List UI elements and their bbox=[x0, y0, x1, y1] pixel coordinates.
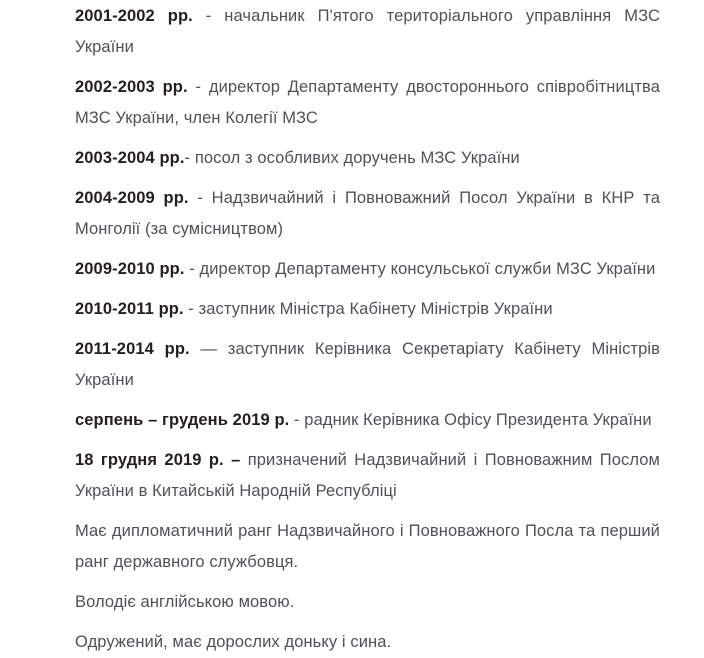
bio-entry-2011-2014 bbox=[75, 334, 660, 396]
bio-entry-period: 2004-2009 рр. bbox=[75, 189, 189, 207]
bio-entry-text: — заступник Керівника Секретаріату Кабінету Міністрів України bbox=[75, 340, 660, 389]
bio-entry-2003-2004 bbox=[75, 143, 660, 174]
bio-entry-period: серпень – грудень 2019 р. bbox=[75, 411, 290, 429]
bio-entry-text: - Надзвичайний і Повноважний Посол України в КНР та Монголії (за сумісництвом) bbox=[75, 189, 660, 238]
bio-entry-2001-2002 bbox=[75, 1, 660, 63]
bio-entry-text: призначений Надзвичайний і Повноважним Послом України в Китайській Народній Республіці bbox=[75, 451, 661, 500]
bio-entry-text: - директор Департаменту консульської служби МЗС України bbox=[184, 260, 656, 278]
bio-entry-text: Одружений, має дорослих доньку і сина. bbox=[75, 633, 392, 651]
bio-entry-text: - посол з особливих доручень МЗС України bbox=[184, 149, 520, 167]
bio-entry-period: 2001-2002 рр. bbox=[75, 7, 193, 25]
bio-entry-period: 2009-2010 рр. bbox=[75, 260, 185, 278]
bio-entry-text: - радник Керівника Офісу Президента України bbox=[289, 411, 652, 429]
bio-entry-text: Має дипломатичний ранг Надзвичайного і Повноважного Посла та перший ранг державного службовця. bbox=[75, 522, 660, 571]
bio-entry-2004-2009 bbox=[75, 183, 660, 245]
bio-entry-text: Володіє англійською мовою. bbox=[75, 593, 295, 611]
bio-entry-18-dec-2019 bbox=[75, 445, 660, 507]
bio-entry-text: - директор Департаменту двостороннього співробітництва МЗС України, член Колегії МЗС bbox=[75, 78, 660, 127]
bio-note-languages bbox=[75, 587, 660, 618]
bio-entry-period: 18 грудня 2019 р. – bbox=[75, 451, 241, 469]
bio-entry-text: - заступник Міністра Кабінету Міністрів України bbox=[183, 300, 553, 318]
bio-note-diplomatic-rank bbox=[75, 516, 660, 578]
bio-note-family bbox=[75, 627, 660, 658]
bio-entry-2009-2010 bbox=[75, 254, 660, 285]
bio-entry-period: 2010-2011 рр. bbox=[75, 300, 184, 318]
bio-entry-text: - начальник П'ятого територіального управління МЗС України bbox=[75, 7, 660, 56]
bio-entry-period: 2011-2014 рр. bbox=[75, 340, 190, 358]
bio-entry-period: 2002-2003 рр. bbox=[75, 78, 188, 96]
bio-entry-2002-2003 bbox=[75, 72, 660, 134]
bio-entry-aug-dec-2019 bbox=[75, 405, 660, 436]
bio-entry-2010-2011 bbox=[75, 294, 660, 325]
bio-entry-period: 2003-2004 рр. bbox=[75, 149, 185, 167]
